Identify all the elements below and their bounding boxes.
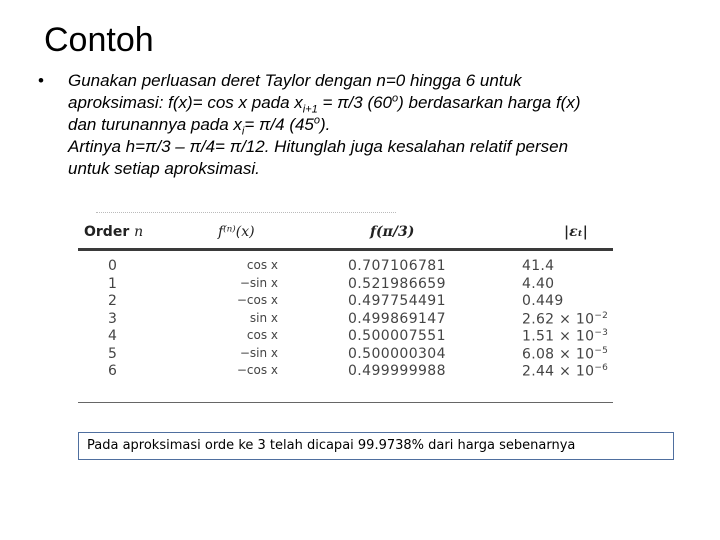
header-f-pi-over-3: f(π/3) [370,224,415,240]
note-box: Pada aproksimasi orde ke 3 telah dicapai 99.9738% dari harga sebenarnya [78,432,674,460]
row-error-base: 2.44 × 10 [522,363,595,380]
bullet-line-2-pre: aproksimasi: f(x)= cos x pada x [68,93,303,112]
bullet-text [68,70,698,180]
row-error-exponent: −5 [594,345,609,356]
bullet-line-4: Artinya h=π/3 – π/4= π/12. Hitunglah juga kesalahan relatif persen [68,137,569,156]
row-value: 0.707106781 [348,258,446,274]
bullet-line-3-sup: o [313,114,321,127]
row-derivative: −sin x [239,275,278,290]
row-value: 0.497754491 [348,293,446,309]
table-row [78,258,613,276]
bullet-line-3 [68,114,698,136]
bullet-line-2 [68,92,698,114]
row-error [522,311,608,328]
header-n: n [134,224,144,240]
table-row [78,311,613,329]
bullet-line-2-sub: i+1 [302,103,318,116]
row-error [522,328,608,345]
row-error-base: 6.08 × 10 [522,346,595,363]
header-error: |εₜ| [564,224,588,240]
header-derivative: f⁽ⁿ⁾(x) [218,224,255,240]
table-row [78,363,613,381]
row-derivative: −cos x [236,293,278,307]
bullet-line-3-sub: i [241,125,245,138]
bullet-line-2-sup: o [392,92,399,105]
header-order-label: Order [84,224,130,240]
bullet-line-2-post: ) berdasarkan harga f(x) [398,93,581,112]
table-row [78,293,613,311]
header-rule [78,248,613,251]
row-order: 6 [108,363,117,379]
row-derivative: cos x [246,328,278,342]
slide-title: Contoh [44,21,154,59]
row-value: 0.521986659 [348,275,446,292]
row-error-exponent: −6 [594,363,609,373]
row-value: 0.499999988 [348,363,446,379]
row-derivative: −cos x [236,363,278,377]
row-order: 1 [108,275,117,292]
table-row [78,346,613,364]
bullet-line-2-mid: = π/3 (60 [317,93,393,112]
table-bottom-rule [78,402,613,403]
row-value: 0.500000304 [348,345,446,362]
table-body [78,258,613,381]
row-order: 5 [108,345,117,362]
bullet-line-3-post: ). [320,115,331,134]
row-error [522,346,608,363]
row-value: 0.500007551 [348,328,446,344]
bullet-symbol: • [38,71,44,90]
row-error [522,363,608,380]
taylor-table [78,208,613,406]
bullet-line-5: untuk setiap aproksimasi. [68,159,260,178]
row-error [522,258,554,274]
row-derivative: −sin x [239,345,278,360]
row-error-base: 2.62 × 10 [522,311,595,328]
row-derivative: cos x [246,258,278,272]
row-error [522,293,564,309]
row-order: 4 [108,328,117,344]
row-order: 3 [108,310,117,327]
row-error [522,276,554,292]
row-order: 0 [108,258,117,274]
row-value: 0.499869147 [348,310,446,327]
row-error-base: 1.51 × 10 [522,328,595,345]
bullet-line-3-pre: dan turunannya pada x [68,115,242,134]
row-order: 2 [108,293,117,309]
row-error-base: 0.449 [522,293,564,309]
bullet-line-1: Gunakan perluasan deret Taylor dengan n=0 hingga 6 untuk [68,71,522,90]
table-scan-artifact [96,212,396,215]
row-error-exponent: −3 [594,328,609,338]
row-error-base: 41.4 [522,258,555,274]
header-order [84,224,143,246]
table-row [78,328,613,346]
row-derivative: sin x [249,310,278,325]
row-error-base: 4.40 [522,275,555,292]
bullet-paragraph [38,70,698,180]
table-row [78,276,613,294]
row-error-exponent: −2 [594,310,609,321]
bullet-line-3-mid: = π/4 (45 [244,115,314,134]
